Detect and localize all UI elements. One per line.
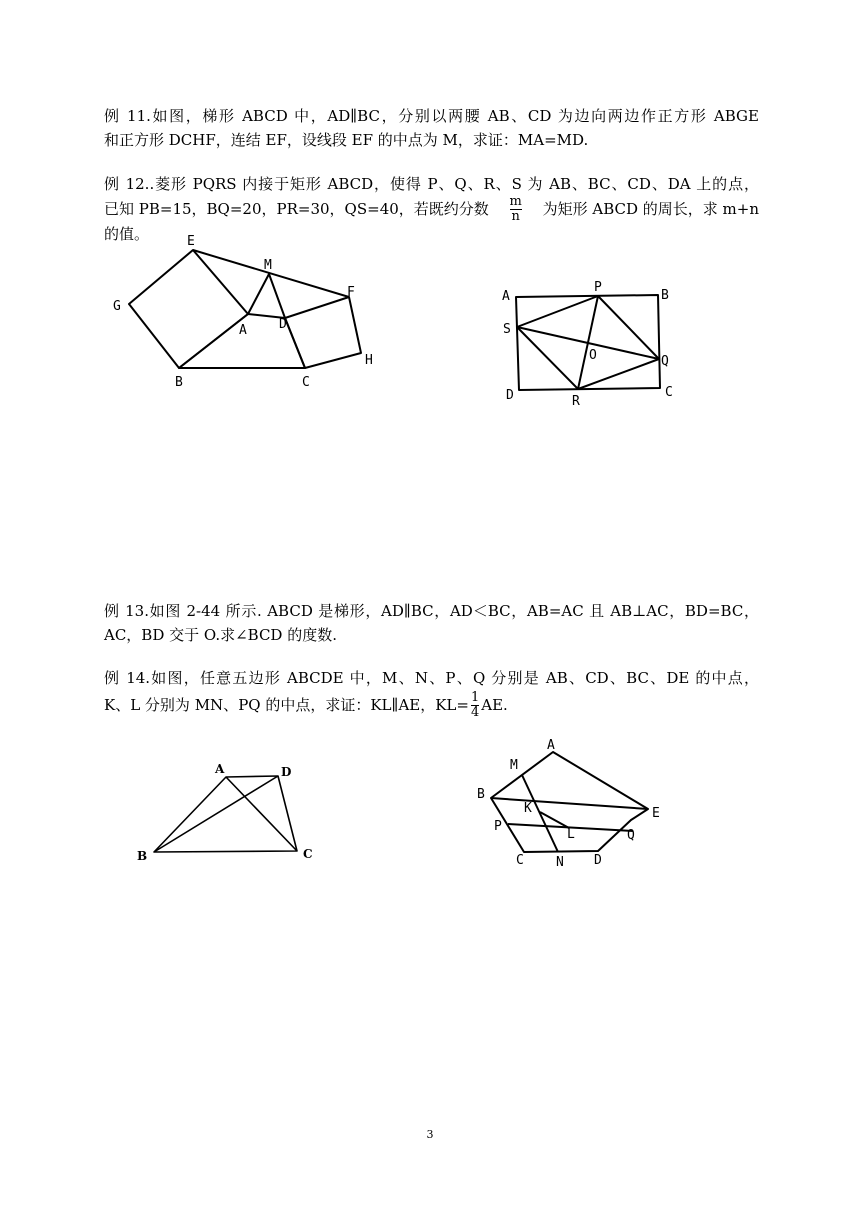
example-12-line-3: 的值。 [104, 225, 150, 243]
label-d: D [594, 853, 602, 868]
square-abge [129, 250, 248, 368]
example-13-line-1: 例 13.如图 2-44 所示. ABCD 是梯形，AD∥BC，AD＜BC，AB=AC 且 AB⊥AC，BD=BC， [104, 602, 759, 620]
example-12-line-2-part-a: 已知 PB=15，BQ=20，PR=30，QS=40，若既约分数 [104, 200, 489, 218]
fraction-numerator: 1 [470, 689, 480, 705]
label-l: L [567, 827, 575, 842]
example-12-line-2 [104, 193, 759, 224]
figure-example-12 [500, 275, 690, 410]
example-14-line-2-part-a: K、L 分别为 MN、PQ 的中点，求证：KL∥AE，KL= [104, 696, 469, 714]
label-b: B [175, 375, 183, 390]
example-12-line-2-part-b: 为矩形 ABCD 的周长，求 m+n [542, 200, 759, 218]
label-d: D [279, 317, 287, 332]
example-13-text [104, 599, 759, 647]
label-g: G [113, 299, 121, 314]
figure-example-13 [135, 760, 325, 865]
diagonal-ac [226, 777, 297, 851]
fraction-numerator: m [509, 193, 522, 209]
diagonal-sq [517, 327, 659, 359]
label-m: M [264, 258, 272, 273]
fraction-denominator: 4 [470, 704, 480, 720]
label-a: A [502, 289, 510, 304]
label-h: H [365, 353, 373, 368]
example-13-line-2: AC，BD 交于 O.求∠BCD 的度数. [104, 626, 337, 644]
label-s: S [503, 322, 511, 337]
label-b: B [137, 849, 148, 863]
fraction-m-over-n [510, 195, 522, 224]
label-q: Q [661, 354, 669, 369]
label-c: C [303, 847, 313, 861]
label-p: P [594, 280, 602, 295]
label-q: Q [627, 828, 635, 843]
label-c: C [302, 375, 310, 390]
segments-ma-md [248, 274, 285, 318]
label-p: P [494, 819, 502, 834]
label-a: A [215, 762, 225, 776]
example-12-line-1: 例 12..菱形 PQRS 内接于矩形 ABCD，使得 P、Q、R、S 为 AB、BC、CD、DA 上的点， [104, 175, 759, 193]
label-r: R [572, 394, 580, 409]
label-m: M [510, 758, 518, 773]
label-e: E [187, 234, 195, 249]
label-e: E [652, 806, 660, 821]
example-14-line-1: 例 14.如图，任意五边形 ABCDE 中，M、N、P、Q 分别是 AB、CD、BC、DE 的中点， [104, 669, 759, 687]
label-n: N [556, 855, 564, 870]
example-11-text [104, 104, 759, 152]
example-11-line-1: 例 11.如图，梯形 ABCD 中，AD∥BC，分别以两腰 AB、CD 为边向两边作正方形 ABGE [104, 107, 759, 125]
diagonal-be [491, 798, 648, 809]
label-c: C [665, 385, 673, 400]
fraction-denominator: n [511, 208, 520, 224]
fraction-one-quarter [471, 691, 479, 720]
label-k: K [524, 801, 532, 816]
page-number: 3 [426, 1128, 434, 1141]
label-d: D [281, 765, 292, 779]
label-b: B [661, 288, 669, 303]
figure-example-11 [100, 228, 400, 398]
trapezoid-abcd [154, 776, 297, 852]
example-14-text [104, 666, 759, 720]
label-a: A [239, 323, 247, 338]
square-dchf [285, 297, 361, 368]
label-b: B [477, 787, 485, 802]
example-14-line-2-part-b: AE. [481, 696, 508, 714]
label-o: O [589, 348, 597, 363]
label-a: A [547, 738, 555, 753]
example-14-line-2 [104, 690, 759, 720]
label-f: F [347, 285, 355, 300]
figure-example-14 [470, 732, 680, 872]
label-d: D [506, 388, 514, 403]
label-c: C [516, 853, 524, 868]
example-11-line-2: 和正方形 DCHF，连结 EF，设线段 EF 的中点为 M，求证：MA=MD. [104, 131, 589, 149]
